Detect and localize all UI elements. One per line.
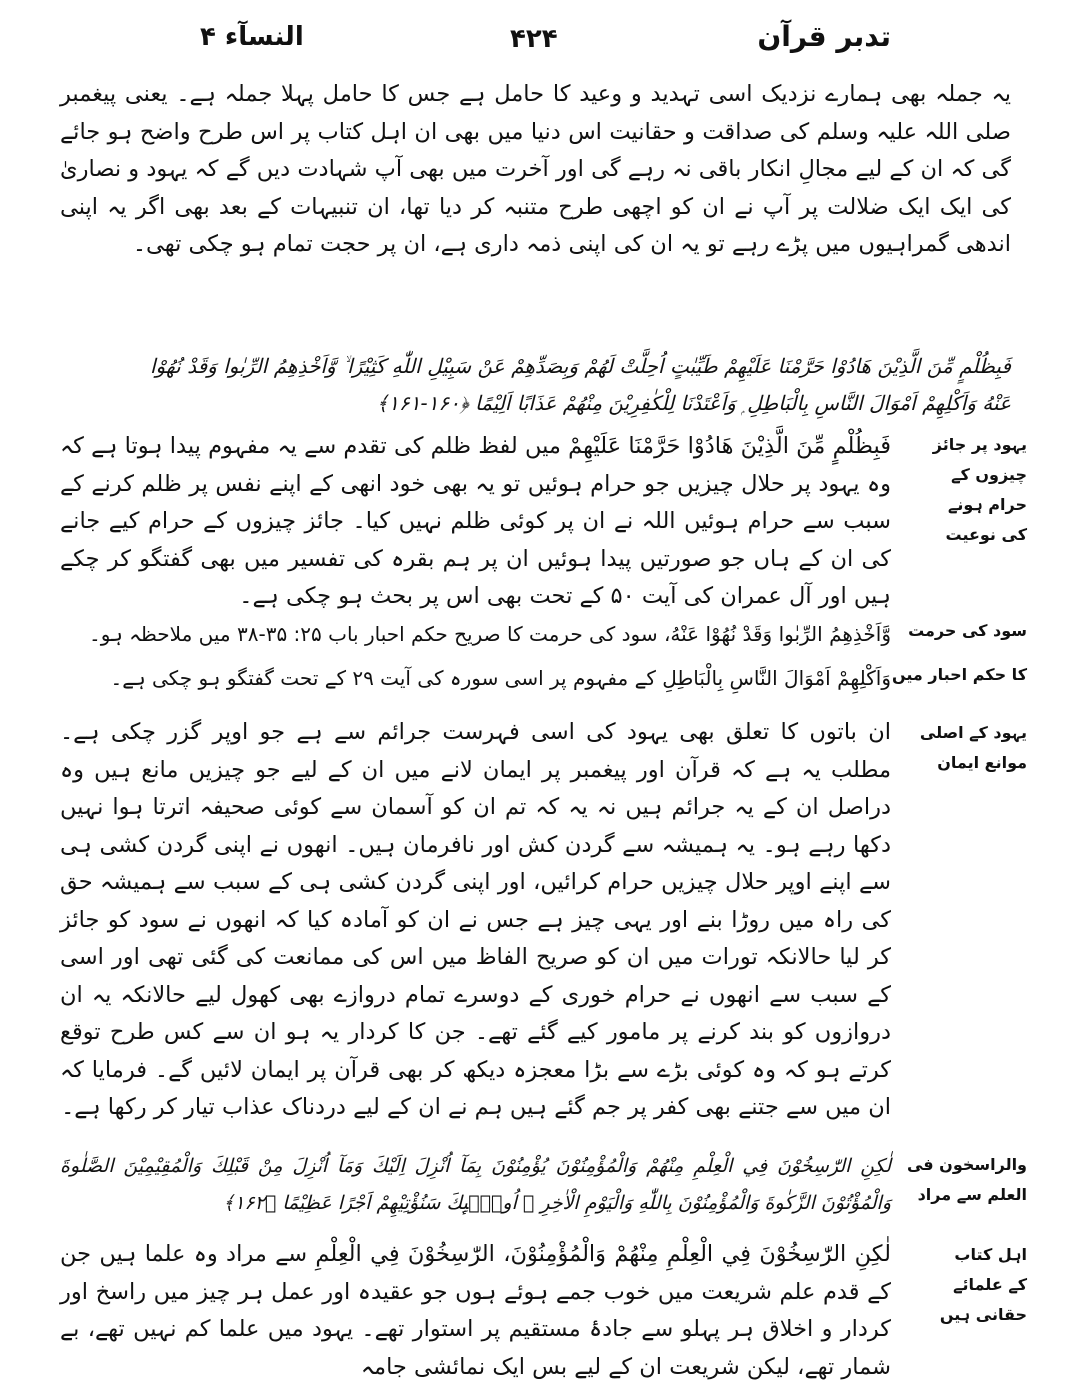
margin-note-3	[891, 660, 1027, 690]
quran-verse-162: لٰكِنِ الرّٰسِخُوْنَ فِي الْعِلْمِ مِنْهُمْ وَالْمُؤْمِنُوْنَ يُؤْمِنُوْنَ بِمَآ اُنْزِلَ اِلَيْكَ وَمَآ اُنْزِلَ مِنْ قَبْلِكَ وَالْمُقِيْمِيْنَ الصَّلٰوةَ وَالْمُؤْتُوْنَ الزَّكٰوةَ وَالْمُؤْمِنُوْنَ بِاللّٰهِ وَالْيَوْمِ الْاٰخِرِ ۭ اُولٰۗىِٕكَ سَنُؤْتِيْهِمْ اَجْرًا عَظِيْمًا ﴿۱۶۲﴾	[60, 1155, 891, 1214]
commentary-paragraph-3: وَّاَخْذِهِمُ الرِّبٰوا وَقَدْ نُهُوْا عَنْهُ، سود کی حرمت کا صریح حکم احبار باب ۲۵: ۳۵-۳۸ میں ملاحظہ ہو۔	[89, 622, 891, 646]
margin-note-line: کا حکم احبار میں	[891, 665, 1027, 684]
margin-note-line: موانع ایمان	[937, 753, 1027, 772]
margin-note-line: سود کی حرمت	[908, 621, 1027, 640]
margin-note-line: حرام ہونے	[947, 495, 1027, 514]
margin-note-line: کی نوعیت	[945, 525, 1027, 544]
header-surah-name: النسآء ۴	[200, 22, 304, 52]
header-book-title: تدبر قرآن	[757, 20, 891, 53]
margin-note-line: کے علمائے	[953, 1275, 1027, 1294]
margin-note-6	[901, 1240, 1027, 1330]
margin-note-1	[901, 430, 1027, 550]
margin-note-line: والراسخون فی	[906, 1155, 1027, 1174]
margin-note-line: العلم سے مراد	[917, 1185, 1027, 1204]
margin-note-line: یہود پر جائز	[932, 435, 1027, 454]
margin-note-4	[901, 718, 1027, 778]
margin-note-line: حقانی ہیں	[939, 1305, 1027, 1324]
margin-note-2	[901, 616, 1027, 646]
page-header	[40, 14, 1031, 70]
margin-note-line: یہود کے اصلی	[919, 723, 1027, 742]
commentary-paragraph-1: یہ جملہ بھی ہمارے نزدیک اسی تہدید و وعید کا حامل ہے جس کا حامل پہلا جملہ ہے۔ یعنی پیغمبر صلی اللہ علیہ وسلم کی صداقت و حقانیت اس دنیا میں بھی ان اہل کتاب پر اس طرح واضح ہو جائے گی کہ ان کے لیے مجالِ انکار باقی نہ رہے گی اور آخرت میں بھی آپ شہادت دیں گے کہ یہود و نصاریٰ کی ایک ایک ضلالت پر آپ نے ان کو اچھی طرح متنبہ کر دیا تھا، ان تنبیہات کے بعد بھی اگر یہ اپنی اندھی گمراہیوں میں پڑے رہے تو یہ ان کی اپنی ذمہ داری ہے، ان پر حجت تمام ہو چکی تھی۔	[60, 81, 1011, 257]
commentary-paragraph-5: ان باتوں کا تعلق بھی یہود کی اسی فہرست جرائم سے ہے جو اوپر گزر چکی ہے۔ مطلب یہ ہے کہ قرآن اور پیغمبر پر ایمان لانے میں ان کے لیے جو چیزیں مانع ہیں وہ دراصل ان کے یہ جرائم ہیں نہ یہ کہ تم ان کو آسمان سے کوئی صحیفہ اترتا ہوا نہیں دکھا رہے ہو۔ یہ ہمیشہ سے گردن کش اور نافرمان ہیں۔ انھوں نے اپنی گردن کشی ہی سے اپنے اوپر حلال چیزیں حرام کرائیں، اور اپنی گردن کشی ہی کے سبب سے ہمیشہ حق کی راہ میں روڑا بنے اور یہی چیز ہے جس نے ان کو آمادہ کیا کہ انھوں نے سود کو جائز کر لیا حالانکہ تورات میں ان کو صریح الفاظ میں اس کی ممانعت کی گئی تھی اور اسی کے سبب سے انھوں نے حرام خوری کے دوسرے تمام دروازے بھی کھول لیے حالانکہ یہ ان دروازوں کو بند کرنے پر مامور کیے گئے تھے۔ جن کا کردار یہ ہو ان سے کس طرح توقع کرتے ہو کہ وہ کوئی بڑے سے بڑا معجزہ دیکھ کر بھی قرآن پر ایمان لائیں گے۔ فرمایا کہ ان میں سے جتنے بھی کفر پر جم گئے ہیں ہم نے ان کے لیے دردناک عذاب تیار کر رکھا ہے۔	[60, 719, 891, 1120]
margin-note-line: چیزوں کے	[951, 465, 1027, 484]
margin-note-line: اہل کتاب	[954, 1245, 1027, 1264]
page-number: ۴۲۴	[510, 24, 558, 54]
quran-verse-160-161: فَبِظُلْمٍ مِّنَ الَّذِيْنَ هَادُوْا حَرَّمْنَا عَلَيْهِمْ طَيِّبٰتٍ اُحِلَّتْ لَهُمْ وَبِصَدِّهِمْ عَنْ سَبِيْلِ اللّٰهِ كَثِيْرًا ۙ وَّاَخْذِهِمُ الرِّبٰوا وَقَدْ نُهُوْا عَنْهُ وَاَكْلِهِمْ اَمْوَالَ النَّاسِ بِالْبَاطِلِ ۭ وَاَعْتَدْنَا لِلْكٰفِرِيْنَ مِنْهُمْ عَذَابًا اَلِيْمًا ﴿۱۶۰-۱۶۱﴾	[150, 354, 1011, 415]
commentary-paragraph-6: لٰكِنِ الرّٰسِخُوْنَ فِي الْعِلْمِ مِنْهُمْ وَالْمُؤْمِنُوْنَ، الرّٰسِخُوْنَ فِي الْعِلْمِ سے مراد وہ علما ہیں جن کے قدم علم شریعت میں خوب جمے ہوئے ہوں جو عقیدہ اور عمل ہر چیز میں راسخ اور کردار و اخلاق ہر پہلو سے جادۂ مستقیم پر استوار تھے۔ یہود میں علما کم نہیں تھے، بے شمار تھے، لیکن شریعت ان کے لیے بس ایک نمائشی جامہ	[60, 1241, 891, 1380]
commentary-paragraph-4: وَاَكْلِهِمْ اَمْوَالَ النَّاسِ بِالْبَاطِلِ کے مفہوم پر اسی سورہ کی آیت ۲۹ کے تحت گفتگو ہو چکی ہے۔	[110, 666, 891, 690]
commentary-paragraph-2: فَبِظُلْمٍ مِّنَ الَّذِيْنَ هَادُوْا حَرَّمْنَا عَلَيْهِمْ میں لفظ ظلم کی تقدم سے یہ مفہوم پیدا ہوتا ہے کہ وہ یہود پر حلال چیزیں جو حرام ہوئیں تو یہ بھی خود انھی کے اپنے نفس پر ظلم کرنے کے سبب سے حرام ہوئیں اللہ نے ان پر کوئی ظلم نہیں کیا۔ جائز چیزوں کے حرام کیے جانے کی ان کے ہاں جو صورتیں پیدا ہوئیں ان پر ہم بقرہ کی تفسیر میں بھی گفتگو کر چکے ہیں اور آل عمران کی آیت ۵۰ کے تحت بھی اس پر بحث ہو چکی ہے۔	[60, 433, 891, 609]
margin-note-5	[901, 1150, 1027, 1210]
